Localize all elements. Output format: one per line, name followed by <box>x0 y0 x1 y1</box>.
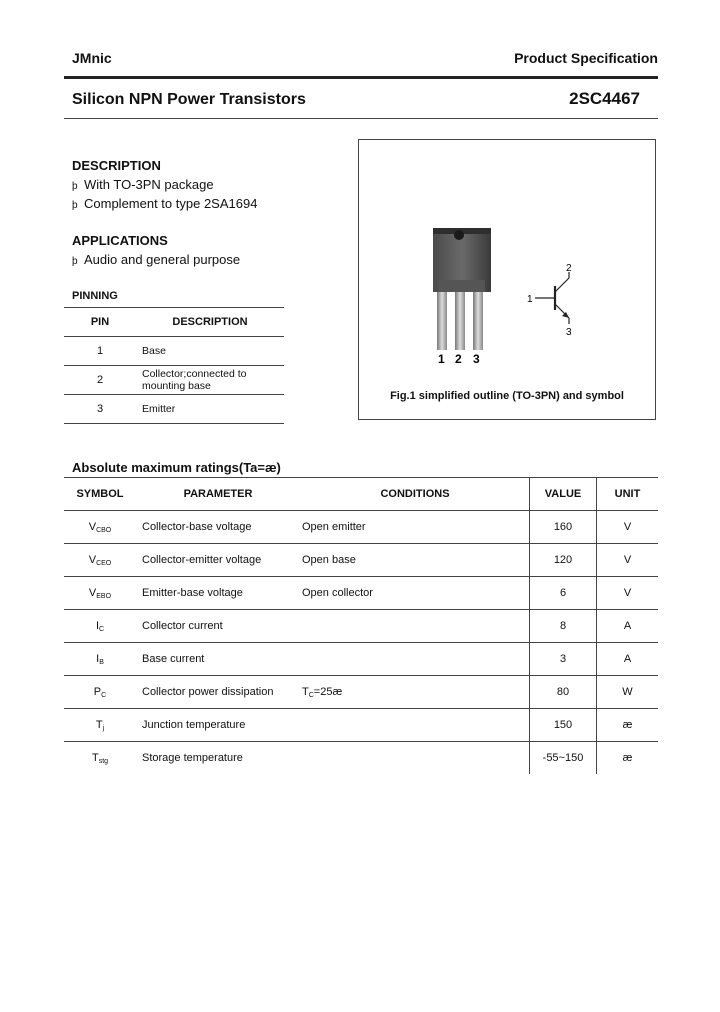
conditions-cell <box>301 577 530 610</box>
unit-cell: A <box>597 610 659 643</box>
description-text: Complement to type 2SA1694 <box>84 196 258 211</box>
npn-transistor-symbol-icon <box>535 272 569 324</box>
symbol-collector-pin: 2 <box>566 263 572 274</box>
symbol-subscript: EBO <box>96 592 112 600</box>
unit-cell: V <box>597 511 659 544</box>
pinning-table <box>64 307 284 424</box>
conditions-cell <box>301 709 530 742</box>
parameter-cell: Collector-emitter voltage <box>136 544 301 577</box>
parameter-cell: Storage temperature <box>142 752 243 764</box>
symbol-subscript: CBO <box>96 526 112 534</box>
symbol-letter: V <box>88 520 97 533</box>
symbol-base-pin: 1 <box>527 294 533 305</box>
description-item <box>72 177 214 192</box>
unit-cell: V <box>597 577 659 610</box>
symbol-cell <box>64 610 136 643</box>
description-text: With TO-3PN package <box>84 177 214 192</box>
unit-cell: æ <box>597 709 659 742</box>
symbol-subscript: stg <box>98 757 109 765</box>
unit-cell: W <box>597 676 659 709</box>
conditions-cell <box>301 742 530 775</box>
symbol-subscript: CEO <box>96 559 112 567</box>
parameter-cell: Collector current <box>136 610 301 643</box>
conditions-cell <box>301 643 530 676</box>
col-symbol: SYMBOL <box>64 478 136 511</box>
condition-text: T <box>302 685 309 698</box>
symbol-letter: I <box>96 652 100 665</box>
applications-text: Audio and general purpose <box>84 252 241 267</box>
value-cell: 3 <box>530 643 597 676</box>
conditions-cell <box>301 676 530 709</box>
symbol-cell <box>64 742 136 775</box>
ratings-table <box>64 477 658 774</box>
table-row <box>64 742 658 775</box>
package-figure <box>359 140 657 421</box>
bullet-mark: þ <box>72 181 78 192</box>
company-name: JMnic <box>72 50 112 66</box>
col-conditions: CONDITIONS <box>301 478 530 511</box>
table-row <box>64 676 658 709</box>
description-item <box>72 196 257 211</box>
conditions-cell <box>301 610 530 643</box>
condition-text: Open collector <box>302 586 373 599</box>
parameter-cell: Collector power dissipation <box>136 676 301 709</box>
ratings-heading: Absolute maximum ratings(Ta=æ) <box>72 460 281 475</box>
parameter-cell: Collector-base voltage <box>136 511 301 544</box>
table-row <box>64 610 658 643</box>
col-pin: PIN <box>64 308 136 337</box>
symbol-letter: V <box>88 553 97 566</box>
value-cell: 150 <box>530 709 597 742</box>
table-header-row <box>64 308 284 337</box>
symbol-subscript: C <box>101 691 107 699</box>
symbol-letter: V <box>88 586 97 599</box>
condition-subscript: C <box>308 691 314 699</box>
symbol-letter: T <box>91 751 99 764</box>
figure-box <box>358 139 656 420</box>
document-type: Product Specification <box>514 50 658 66</box>
pin-description: Emitter <box>136 395 284 424</box>
table-row <box>64 366 284 395</box>
parameter-cell: Junction temperature <box>136 709 301 742</box>
package-pin-label: 3 <box>473 352 480 366</box>
unit-cell: V <box>597 544 659 577</box>
symbol-letter: P <box>93 685 102 698</box>
product-line-title: Silicon NPN Power Transistors <box>72 91 306 108</box>
condition-text: Open emitter <box>302 520 366 533</box>
value-cell: 80 <box>530 676 597 709</box>
part-number: 2SC4467 <box>569 89 640 108</box>
value-cell: 120 <box>530 544 597 577</box>
parameter-cell: Base current <box>136 643 301 676</box>
unit-cell: æ <box>597 742 659 775</box>
symbol-letter: I <box>95 619 99 632</box>
symbol-cell <box>64 676 136 709</box>
to3pn-package-icon <box>433 228 491 350</box>
symbol-letter: T <box>95 718 103 731</box>
pin-description: Base <box>136 337 284 366</box>
condition-text: Open base <box>302 553 356 566</box>
parameter-cell: Emitter-base voltage <box>136 577 301 610</box>
symbol-cell <box>64 643 136 676</box>
symbol-cell <box>64 544 136 577</box>
symbol-cell <box>64 577 136 610</box>
package-pin-label: 2 <box>455 352 462 366</box>
pin-number: 2 <box>64 366 136 395</box>
applications-heading: APPLICATIONS <box>72 233 168 248</box>
description-heading: DESCRIPTION <box>72 158 161 173</box>
value-cell: 6 <box>530 577 597 610</box>
unit-cell: A <box>597 643 659 676</box>
col-parameter: PARAMETER <box>136 478 301 511</box>
col-unit: UNIT <box>597 478 659 511</box>
table-row <box>64 643 658 676</box>
table-header-row <box>64 478 658 511</box>
table-row <box>64 577 658 610</box>
table-row <box>64 511 658 544</box>
symbol-subscript: B <box>99 658 104 666</box>
bullet-mark: þ <box>72 256 78 267</box>
header-rule <box>64 76 658 79</box>
condition-tail: =25æ <box>313 685 343 698</box>
symbol-subscript: j <box>102 724 105 732</box>
symbol-cell <box>64 511 136 544</box>
symbol-cell <box>64 709 136 742</box>
value-cell: -55~150 <box>530 742 597 775</box>
pin-description: Collector;connected to mounting base <box>136 366 284 395</box>
applications-item <box>72 252 240 267</box>
table-row <box>64 337 284 366</box>
table-row <box>64 395 284 424</box>
col-value: VALUE <box>530 478 597 511</box>
col-description: DESCRIPTION <box>136 308 284 337</box>
figure-caption: Fig.1 simplified outline (TO-3PN) and symbol <box>390 390 624 402</box>
table-row <box>64 544 658 577</box>
pin-number: 3 <box>64 395 136 424</box>
symbol-subscript: C <box>99 625 105 633</box>
value-cell: 160 <box>530 511 597 544</box>
package-pin-label: 1 <box>438 352 445 366</box>
conditions-cell <box>301 511 530 544</box>
bullet-mark: þ <box>72 200 78 211</box>
table-row <box>64 709 658 742</box>
value-cell: 8 <box>530 610 597 643</box>
pinning-heading: PINNING <box>72 290 118 302</box>
symbol-emitter-pin: 3 <box>566 327 572 338</box>
pin-number: 1 <box>64 337 136 366</box>
conditions-cell <box>301 544 530 577</box>
title-rule <box>64 118 658 119</box>
